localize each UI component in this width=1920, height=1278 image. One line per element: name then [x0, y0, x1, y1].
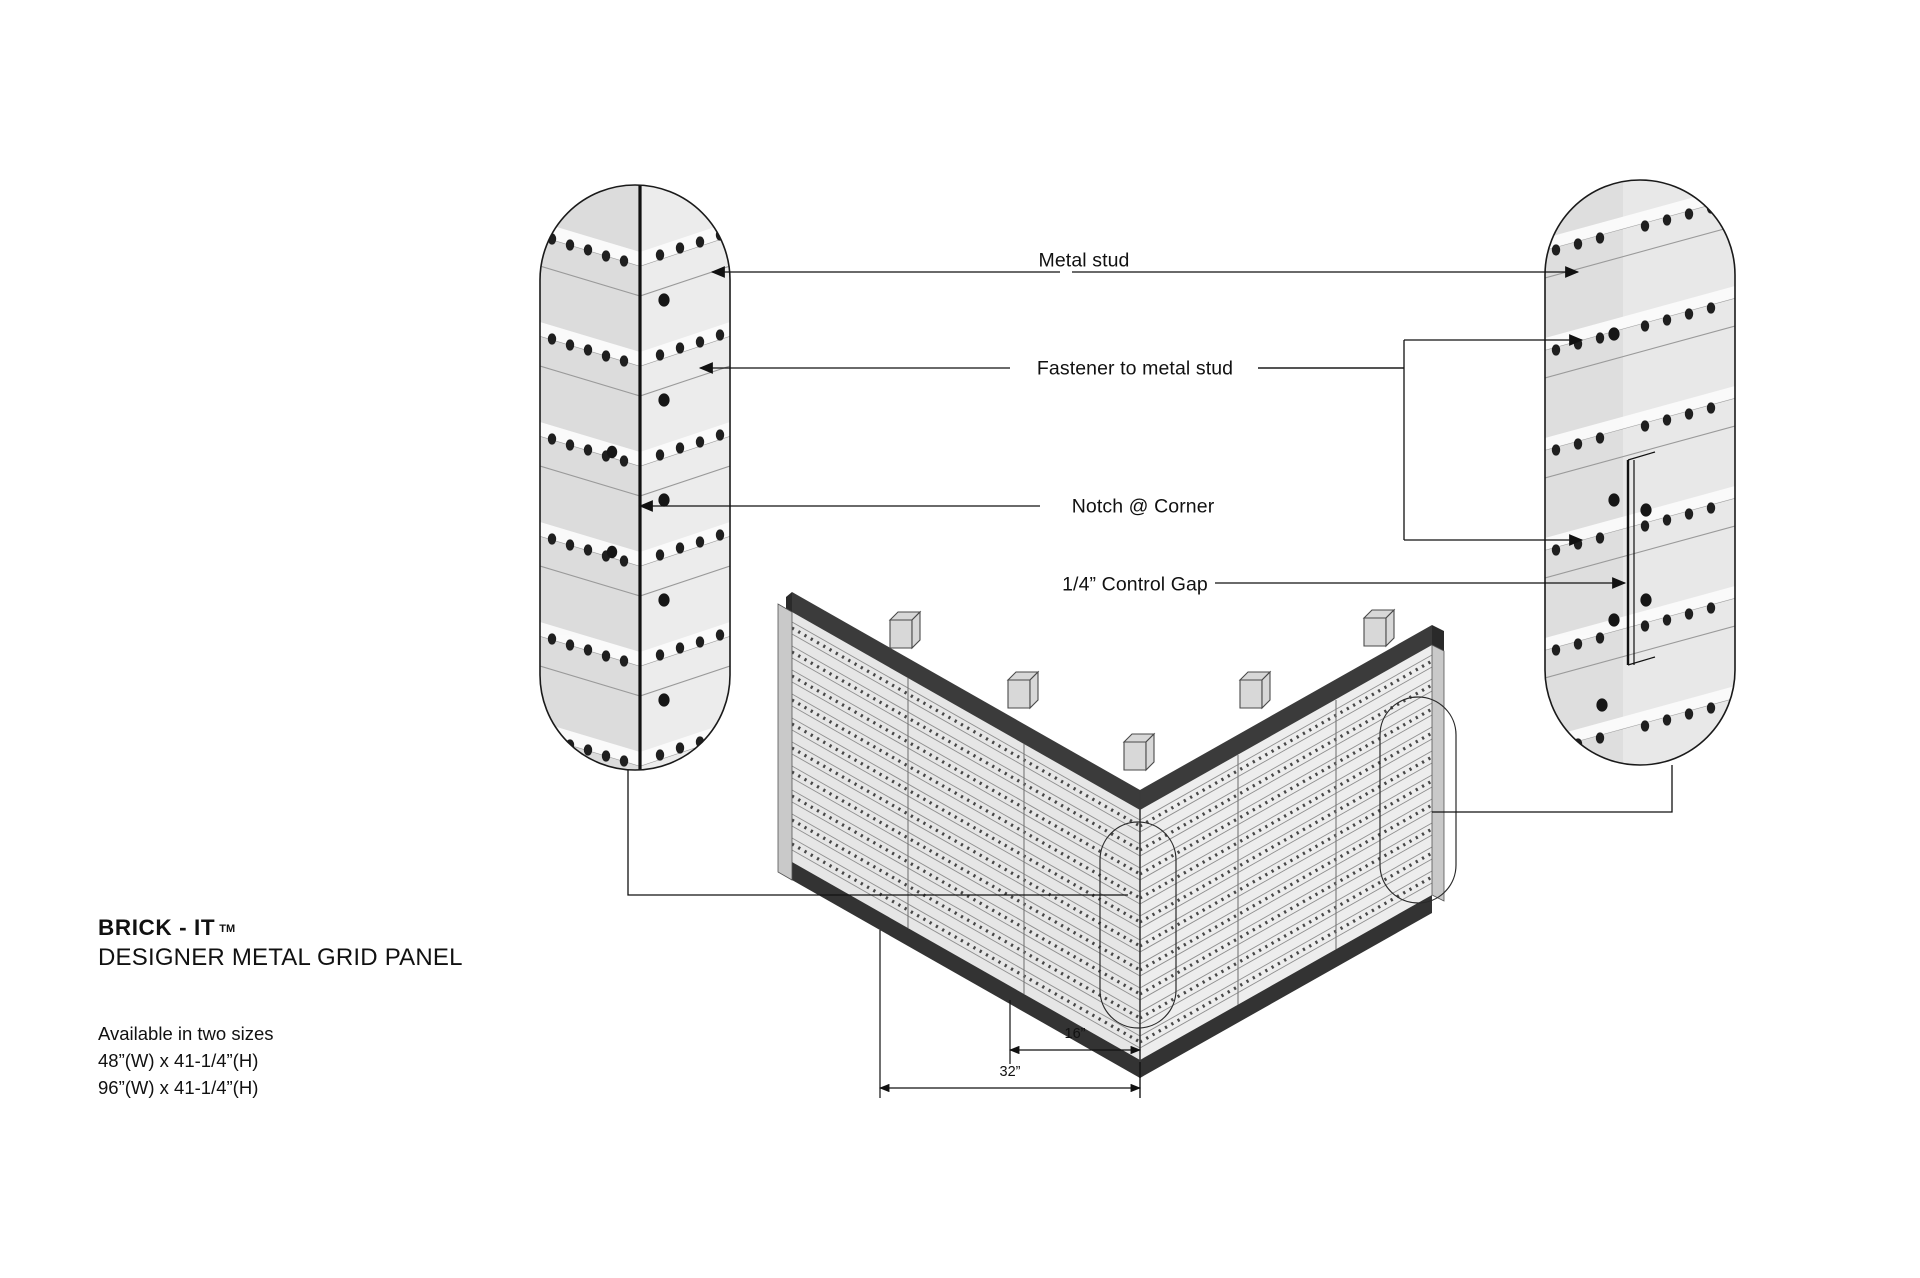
title-block	[98, 915, 618, 1101]
size-option-2: 96”(W) x 41-1/4”(H)	[98, 1077, 259, 1098]
callout-notch-at-corner: Notch @ Corner	[1071, 495, 1215, 518]
metal-stud-clip	[890, 612, 920, 648]
metal-stud-clip	[1008, 672, 1038, 708]
brand-text: BRICK - IT	[98, 915, 216, 940]
connector-right-detail	[1432, 765, 1672, 812]
dimension-16-label: 16”	[1064, 1026, 1086, 1042]
brand-name	[98, 915, 618, 941]
callout-control-gap: 1/4” Control Gap	[1062, 573, 1208, 596]
detail-control-gap	[1545, 180, 1735, 765]
metal-stud-clip	[1364, 610, 1394, 646]
size-list	[98, 1020, 618, 1101]
size-option-1: 48”(W) x 41-1/4”(H)	[98, 1050, 259, 1071]
product-name: DESIGNER METAL GRID PANEL	[98, 944, 463, 971]
availability-heading: Available in two sizes	[98, 1023, 274, 1044]
callout-fastener-to-metal-stud: Fastener to metal stud	[1036, 357, 1234, 380]
trademark-mark: TM	[219, 923, 236, 935]
metal-stud-clip	[1240, 672, 1270, 708]
dimension-32-label: 32”	[999, 1064, 1021, 1080]
detail-corner-notch	[540, 185, 730, 770]
callout-metal-stud: Metal stud	[1038, 249, 1130, 272]
metal-stud-clip	[1124, 734, 1154, 770]
